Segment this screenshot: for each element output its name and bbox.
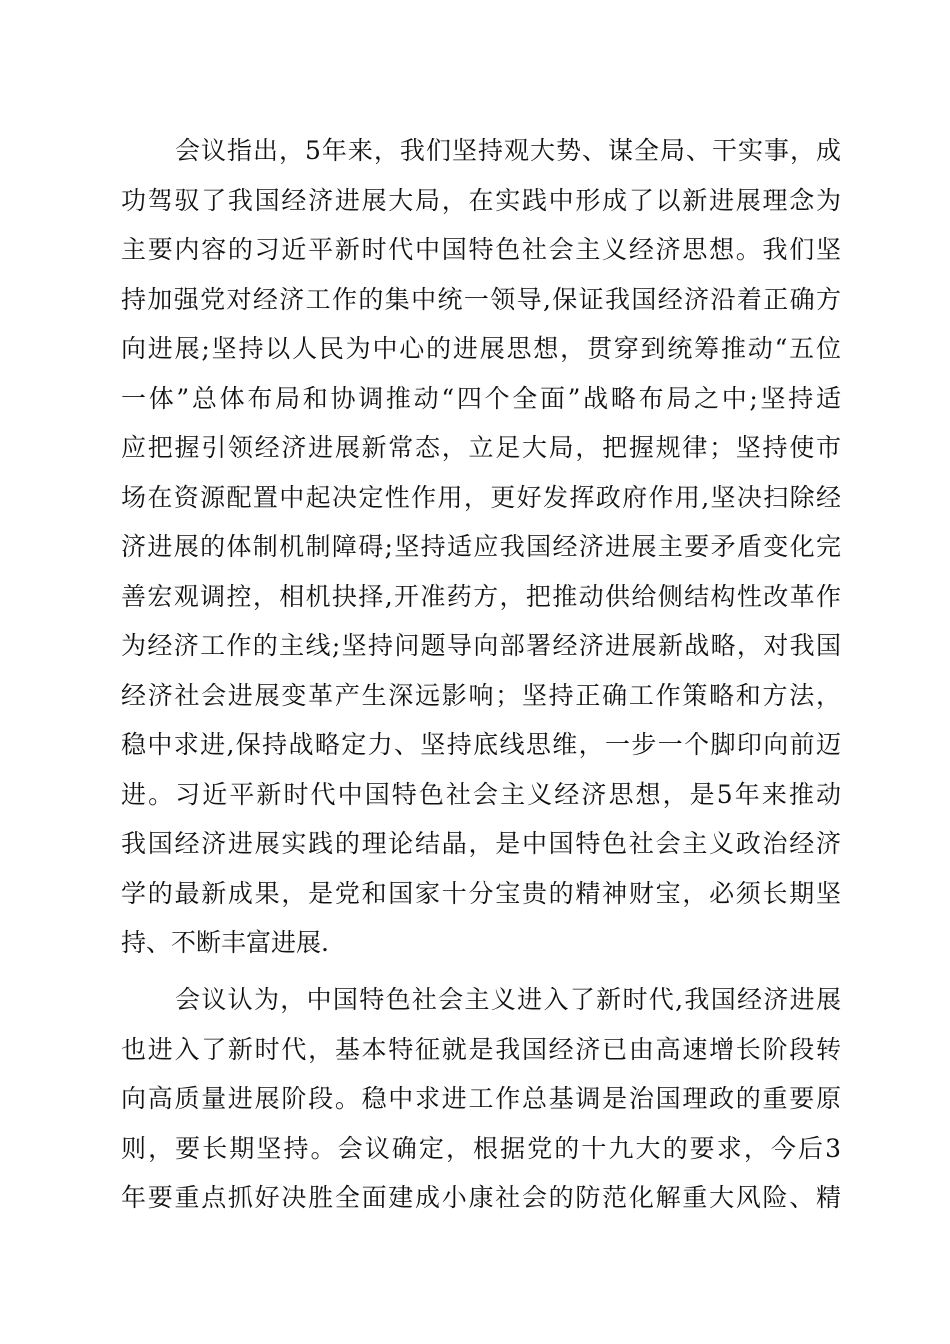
text-line: 场在资源配置中起决定性作用，更好发挥政府作用,坚决扫除经 bbox=[121, 482, 841, 512]
text-line: 进。习近平新时代中国特色社会主义经济思想，是5年来推动 bbox=[121, 779, 841, 809]
text-line: 应把握引领经济进展新常态，立足大局，把握规律；坚持使市 bbox=[121, 433, 841, 462]
paragraph-1 bbox=[121, 126, 841, 968]
text-line: 善宏观调控，相机抉择,开准药方，把推动供给侧结构性改革作 bbox=[121, 581, 841, 611]
paragraph-2 bbox=[121, 975, 841, 1223]
text-line: 稳中求进,保持战略定力、坚持底线思维，一步一个脚印向前迈 bbox=[121, 730, 841, 759]
text-line: 济进展的体制机制障碍;坚持适应我国经济进展主要矛盾变化完 bbox=[121, 532, 841, 561]
text-line: 功驾驭了我国经济进展大局，在实践中形成了以新进展理念为 bbox=[121, 185, 841, 215]
text-line: 向高质量进展阶段。稳中求进工作总基调是治国理政的重要原 bbox=[121, 1084, 841, 1113]
text-line: 学的最新成果，是党和国家十分宝贵的精神财宝，必须长期坚 bbox=[121, 878, 841, 908]
text-line: 持、不断丰富进展. bbox=[121, 928, 329, 957]
text-line: 也进入了新时代，基本特征就是我国经济已由高速增长阶段转 bbox=[121, 1034, 841, 1064]
text-line: 为经济工作的主线;坚持问题导向部署经济进展新战略，对我国 bbox=[121, 631, 841, 660]
text-line: 会议认为，中国特色社会主义进入了新时代,我国经济进展 bbox=[175, 985, 841, 1014]
text-line: 会议指出，5年来，我们坚持观大势、谋全局、干实事，成 bbox=[175, 136, 841, 165]
text-line: 持加强党对经济工作的集中统一领导,保证我国经济沿着正确方 bbox=[121, 284, 841, 314]
text-line: 经济社会进展变革产生深远影响；坚持正确工作策略和方法， bbox=[121, 680, 841, 710]
text-line: 则，要长期坚持。会议确定，根据党的十九大的要求，今后3 bbox=[121, 1133, 841, 1163]
text-line: 一体”总体布局和协调推动“四个全面”战略布局之中;坚持适 bbox=[121, 383, 841, 413]
text-line: 年要重点抓好决胜全面建成小康社会的防范化解重大风险、精 bbox=[121, 1183, 841, 1212]
text-line: 向进展;坚持以人民为中心的进展思想，贯穿到统筹推动“五位 bbox=[121, 334, 841, 363]
text-line: 主要内容的习近平新时代中国特色社会主义经济思想。我们坚 bbox=[121, 235, 841, 264]
text-line: 我国经济进展实践的理论结晶，是中国特色社会主义政治经济 bbox=[121, 829, 841, 858]
